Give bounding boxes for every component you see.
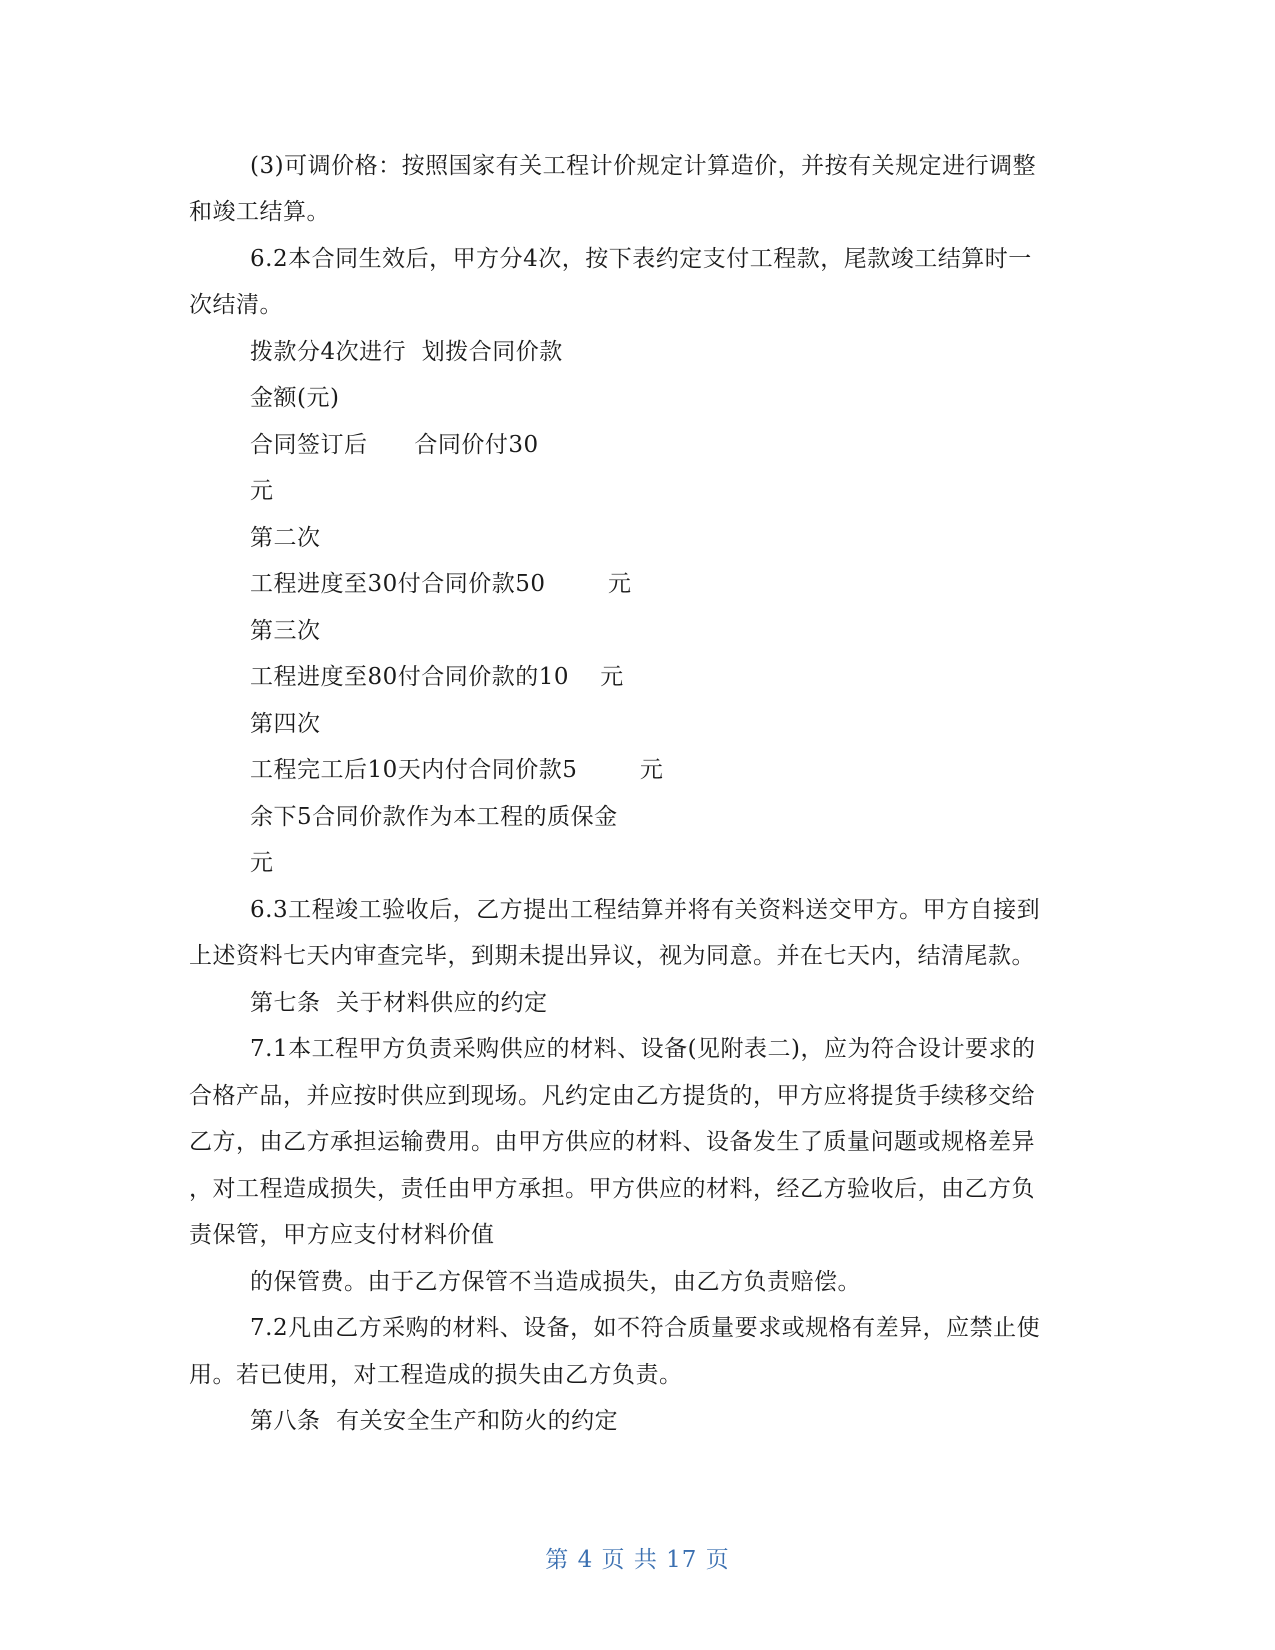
text-line: 元 <box>250 850 274 876</box>
text-line: 次结清。 <box>189 292 283 318</box>
text-line: 7.2凡由乙方采购的材料、设备，如不符合质量要求或规格有差异，应禁止使 <box>250 1315 1041 1341</box>
text-line: 金额(元) <box>250 385 340 411</box>
text-line: 和竣工结算。 <box>189 199 330 225</box>
text-line: 工程进度至80付合同价款的10 元 <box>250 664 624 690</box>
text-line: 第三次 <box>250 618 321 644</box>
text-line: 工程进度至30付合同价款50 元 <box>250 571 632 597</box>
page-number-footer: 第 4 页 共 17 页 <box>545 1547 730 1573</box>
text-line: 乙方，由乙方承担运输费用。由甲方供应的材料、设备发生了质量问题或规格差异 <box>189 1129 1035 1155</box>
text-line: 合同签订后 合同价付30 <box>250 432 539 458</box>
text-line: 第七条 关于材料供应的约定 <box>250 990 548 1016</box>
text-line: 的保管费。由于乙方保管不当造成损失，由乙方负责赔偿。 <box>250 1269 861 1295</box>
text-line: 合格产品，并应按时供应到现场。凡约定由乙方提货的，甲方应将提货手续移交给 <box>189 1083 1035 1109</box>
text-line: 第四次 <box>250 711 321 737</box>
text-line: (3)可调价格：按照国家有关工程计价规定计算造价，并按有关规定进行调整 <box>250 153 1037 179</box>
text-line: 第八条 有关安全生产和防火的约定 <box>250 1408 619 1434</box>
text-line: 6.2本合同生效后，甲方分4次，按下表约定支付工程款，尾款竣工结算时一 <box>250 246 1032 272</box>
text-line: 工程完工后10天内付合同价款5 元 <box>250 757 664 783</box>
text-line: 第二次 <box>250 525 321 551</box>
text-line: ，对工程造成损失，责任由甲方承担。甲方供应的材料，经乙方验收后，由乙方负 <box>189 1176 1035 1202</box>
text-line: 拨款分4次进行 划拨合同价款 <box>250 339 563 365</box>
text-line: 责保管，甲方应支付材料价值 <box>189 1222 495 1248</box>
text-line: 用。若已使用，对工程造成的损失由乙方负责。 <box>189 1362 683 1388</box>
text-line: 上述资料七天内审查完毕，到期未提出异议，视为同意。并在七天内，结清尾款。 <box>189 943 1035 969</box>
text-line: 7.1本工程甲方负责采购供应的材料、设备(见附表二)，应为符合设计要求的 <box>250 1036 1036 1062</box>
text-line: 元 <box>250 478 274 504</box>
text-line: 余下5合同价款作为本工程的质保金 <box>250 804 618 830</box>
text-line: 6.3工程竣工验收后，乙方提出工程结算并将有关资料送交甲方。甲方自接到 <box>250 897 1041 923</box>
